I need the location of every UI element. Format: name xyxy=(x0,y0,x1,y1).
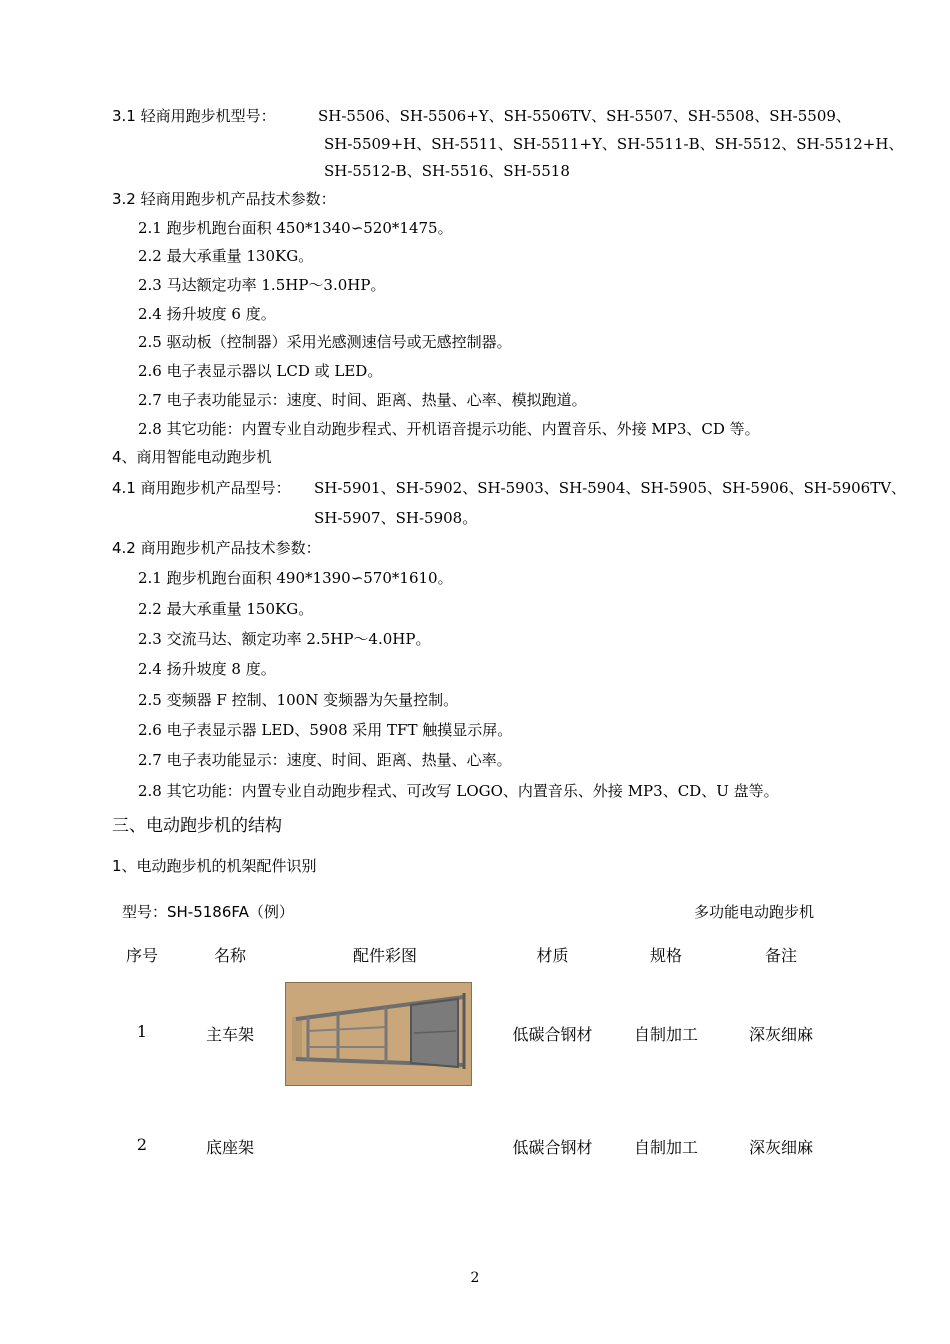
spec-item: 2.6 电子表显示器以 LCD 或 LED。 xyxy=(138,362,383,380)
table-header-spec: 规格 xyxy=(649,946,682,965)
section-3-1-models-line2: SH-5509+H、SH-5511、SH-5511+Y、SH-5511-B、SH-5512、SH-5512+H、 xyxy=(324,135,904,153)
spec-item: 2.1 跑步机跑台面积 490*1390∽570*1610。 xyxy=(138,569,453,587)
spec-item: 2.4 扬升坡度 6 度。 xyxy=(138,305,276,323)
section-3-1-models-line3: SH-5512-B、SH-5516、SH-5518 xyxy=(324,162,570,180)
main-frame-photo xyxy=(285,982,472,1086)
section-3-1-models-line1: SH-5506、SH-5506+Y、SH-5506TV、SH-5507、SH-5508、SH-5509、 xyxy=(318,107,851,125)
spec-item: 2.2 最大承重量 150KG。 xyxy=(138,600,314,618)
part-3-title: 三、电动跑步机的结构 xyxy=(112,816,282,836)
spec-item: 2.5 变频器 F 控制、100N 变频器为矢量控制。 xyxy=(138,691,459,709)
spec-item: 2.3 交流马达、额定功率 2.5HP～4.0HP。 xyxy=(138,630,431,648)
section-3-1-label: 3.1 轻商用跑步机型号： xyxy=(112,107,276,125)
row-note: 深灰细麻 xyxy=(748,1138,813,1157)
spec-item: 2.3 马达额定功率 1.5HP～3.0HP。 xyxy=(138,276,386,294)
section-4-2-title: 4.2 商用跑步机产品技术参数： xyxy=(112,539,321,557)
spec-item: 2.5 驱动板（控制器）采用光感测速信号或无感控制器。 xyxy=(138,333,512,351)
section-3-2-title: 3.2 轻商用跑步机产品技术参数： xyxy=(112,190,336,208)
row-spec: 自制加工 xyxy=(633,1025,698,1044)
row-note: 深灰细麻 xyxy=(748,1025,813,1044)
spec-item: 2.8 其它功能：内置专业自动跑步程式、开机语音提示功能、内置音乐、外接 MP3、CD 等。 xyxy=(138,420,760,438)
section-4-1-models-line2: SH-5907、SH-5908。 xyxy=(314,509,478,527)
table-header-index: 序号 xyxy=(125,946,158,965)
main-frame-image xyxy=(286,983,471,1085)
table-header-material: 材质 xyxy=(536,946,569,965)
table-header-note: 备注 xyxy=(764,946,797,965)
page-number: 2 xyxy=(470,1270,480,1286)
row-index: 2 xyxy=(136,1135,148,1154)
table-model-label: 型号：SH-5186FA（例） xyxy=(122,903,294,921)
row-name: 主车架 xyxy=(205,1025,254,1044)
table-type-label: 多功能电动跑步机 xyxy=(694,903,815,921)
spec-item: 2.4 扬升坡度 8 度。 xyxy=(138,660,276,678)
row-spec: 自制加工 xyxy=(633,1138,698,1157)
table-header-name: 名称 xyxy=(213,946,246,965)
section-4-title: 4、商用智能电动跑步机 xyxy=(112,448,272,466)
section-4-1-label: 4.1 商用跑步机产品型号： xyxy=(112,479,291,497)
spec-item: 2.2 最大承重量 130KG。 xyxy=(138,247,314,265)
row-index: 1 xyxy=(136,1022,148,1041)
table-header-image: 配件彩图 xyxy=(352,946,417,965)
spec-item: 2.7 电子表功能显示：速度、时间、距离、热量、心率、模拟跑道。 xyxy=(138,391,587,409)
part-3-subtitle: 1、电动跑步机的机架配件识别 xyxy=(112,857,317,875)
spec-item: 2.1 跑步机跑台面积 450*1340∽520*1475。 xyxy=(138,219,453,237)
row-name: 底座架 xyxy=(205,1138,254,1157)
section-4-1-models-line1: SH-5901、SH-5902、SH-5903、SH-5904、SH-5905、SH-5906、SH-5906TV、 xyxy=(314,479,907,497)
row-material: 低碳合钢材 xyxy=(512,1025,593,1044)
spec-item: 2.6 电子表显示器 LED、5908 采用 TFT 触摸显示屏。 xyxy=(138,721,513,739)
spec-item: 2.7 电子表功能显示：速度、时间、距离、热量、心率。 xyxy=(138,751,512,769)
spec-item: 2.8 其它功能：内置专业自动跑步程式、可改写 LOGO、内置音乐、外接 MP3、CD、U 盘等。 xyxy=(138,782,779,800)
row-material: 低碳合钢材 xyxy=(512,1138,593,1157)
